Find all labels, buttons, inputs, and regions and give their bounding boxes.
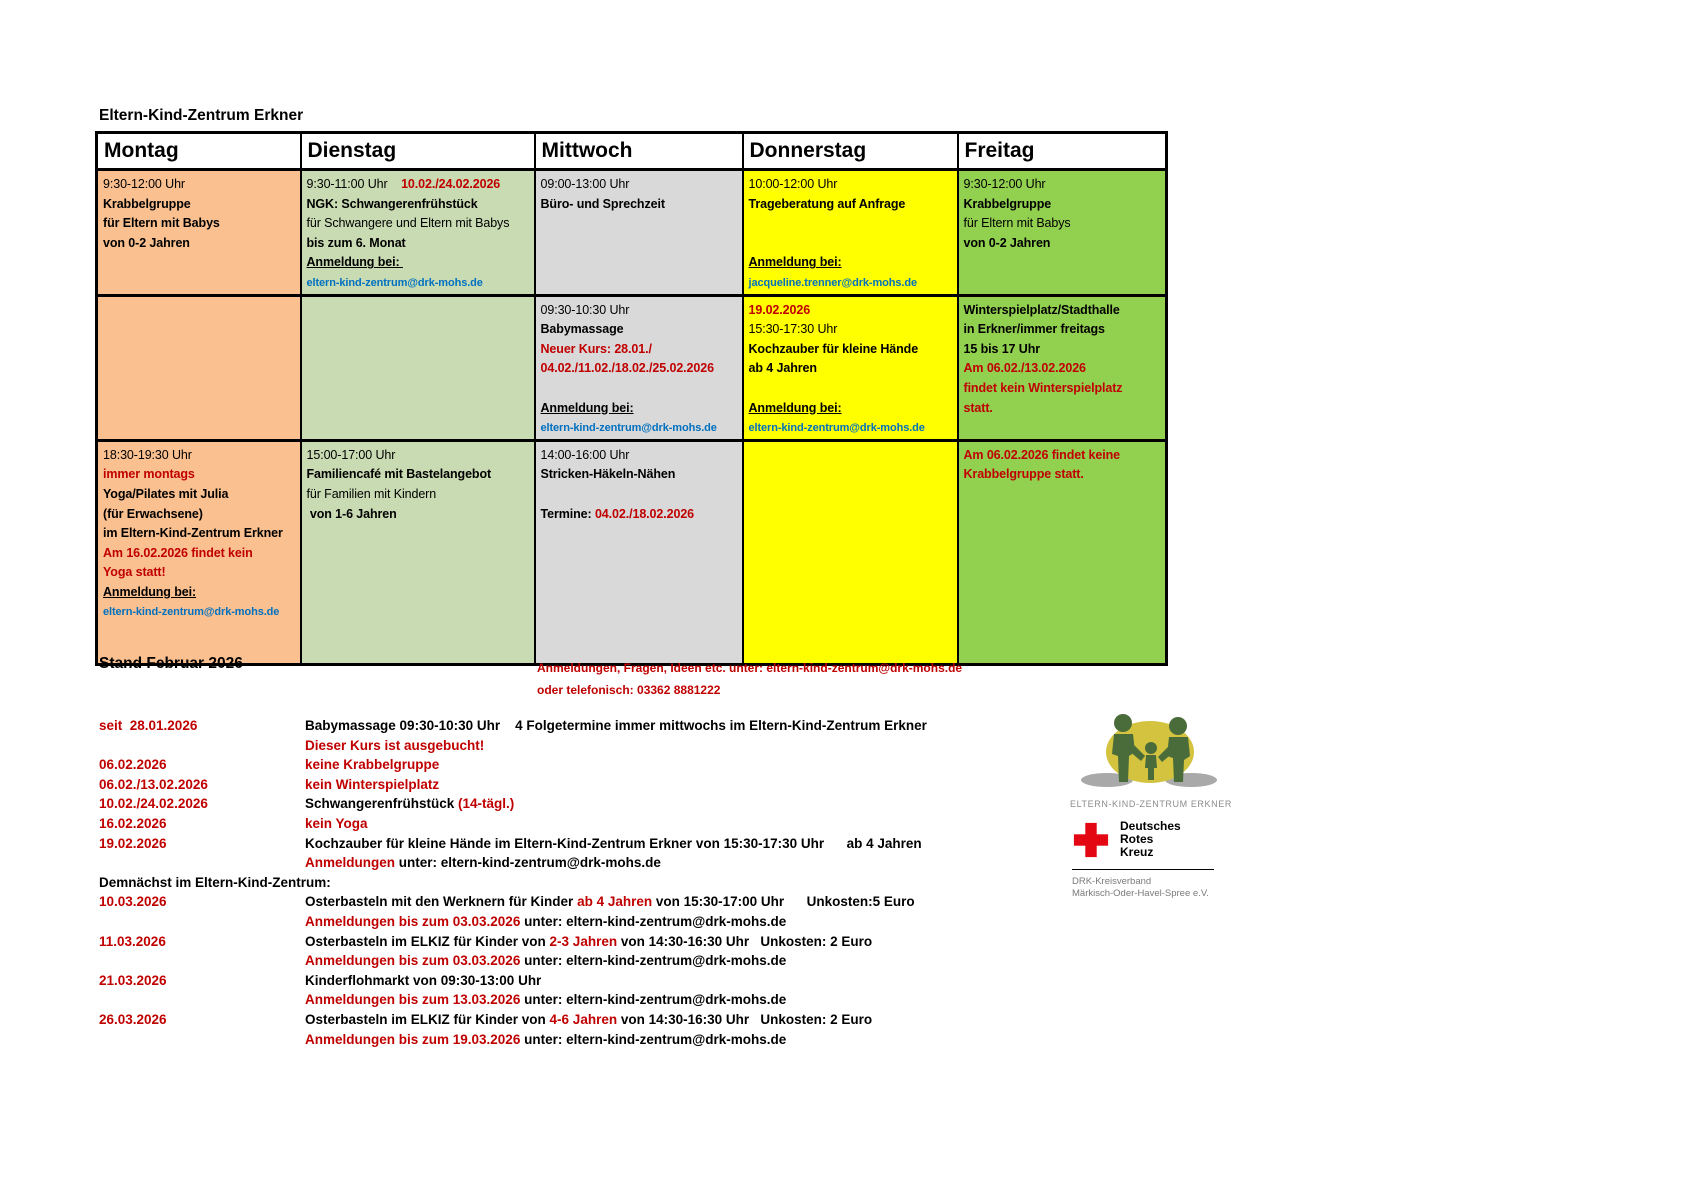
schedule-cell-line (749, 175, 952, 195)
contact-block (537, 657, 962, 701)
schedule-cell-line (749, 359, 952, 379)
schedule-cell-line (749, 273, 952, 294)
announcement-date: 10.03.2026 (99, 894, 167, 910)
schedule-cell (743, 170, 958, 296)
schedule-cell (743, 295, 958, 440)
schedule-cell-line (307, 214, 529, 234)
announcement-date (99, 853, 305, 873)
weekly-schedule-table (95, 131, 1168, 666)
schedule-cell-line (964, 234, 1161, 254)
schedule-cell-line (749, 253, 952, 273)
schedule-cell-line (749, 320, 952, 340)
announcement-segment: Babymassage 09:30-10:30 Uhr 4 Folgetermine immer mittwochs im Eltern-Kind-Zentrum Erkner (305, 718, 927, 733)
announcement-segment: Anmeldungen bis zum 13.03.2026 (305, 992, 521, 1008)
schedule-text: im Eltern-Kind-Zentrum Erkner (103, 526, 283, 541)
schedule-text: bis zum 6. Monat (306, 235, 406, 250)
schedule-text: 09:00-13:00 Uhr (540, 177, 630, 191)
announcement-row (99, 736, 1019, 756)
drk-subtitle (1072, 876, 1232, 900)
schedule-cell-line (541, 446, 737, 466)
red-cross-icon (1072, 821, 1110, 859)
announcement-date (99, 736, 305, 756)
announcement-row (99, 716, 1019, 736)
announcement-segment: 4-6 Jahren (549, 1011, 618, 1027)
schedule-cell-line (964, 359, 1161, 379)
announcement-segment: Anmeldungen (305, 855, 399, 871)
announcement-text (305, 892, 915, 912)
schedule-cell (97, 170, 301, 296)
announcement-row (99, 951, 1019, 971)
announcement-segment: Schwangerenfrühstück (305, 796, 459, 812)
elkiz-logo (1070, 710, 1230, 809)
schedule-text: Termine: (540, 506, 595, 521)
schedule-cell-line (541, 399, 737, 419)
schedule-text: Anmeldung bei: (748, 400, 842, 415)
schedule-cell (535, 295, 743, 440)
schedule-row (97, 440, 1167, 664)
announcement-row (99, 755, 1019, 775)
schedule-cell (301, 170, 535, 296)
schedule-text: Neuer Kurs: 28.01./ (540, 341, 652, 356)
schedule-text: Krabbelgruppe statt. (963, 467, 1084, 482)
schedule-cell-line (103, 505, 295, 525)
schedule-text: Yoga statt! (103, 565, 166, 580)
announcement-date (99, 951, 305, 971)
announcement-text (305, 932, 872, 952)
announcement-date: seit 28.01.2026 (99, 718, 198, 733)
schedule-cell-line (749, 379, 952, 399)
announcement-row (99, 853, 1019, 873)
announcement-segment: Osterbasteln mit den Werknern für Kinder (305, 894, 578, 910)
page-title: Eltern-Kind-Zentrum Erkner (99, 107, 304, 124)
announcement-row (99, 932, 1019, 952)
day-header-donnerstag: Donnerstag (743, 133, 958, 170)
schedule-cell (958, 295, 1167, 440)
announcement-text (305, 814, 368, 834)
schedule-cell-line (103, 485, 295, 505)
announcement-segment: Osterbasteln im ELKIZ für Kinder von (305, 1011, 550, 1027)
schedule-text: 18:30-19:30 Uhr (103, 447, 192, 462)
elkiz-logo-caption: ELTERN-KIND-ZENTRUM ERKNER (1070, 799, 1232, 809)
announcement-segment: 2-3 Jahren (549, 933, 618, 949)
schedule-text: 9:30-12:00 Uhr (103, 177, 185, 191)
schedule-text: NGK: Schwangerenfrühstück (306, 196, 478, 211)
announcement-segment: kein Yoga (305, 815, 368, 831)
schedule-cell-line (964, 340, 1161, 360)
schedule-row (97, 295, 1167, 440)
schedule-cell-line (749, 195, 952, 215)
schedule-text: Trageberatung auf Anfrage (748, 196, 906, 211)
schedule-text: (für Erwachsene) (103, 506, 203, 521)
announcement-text (305, 775, 439, 795)
day-header-freitag: Freitag (958, 133, 1167, 170)
schedule-cell-line (103, 524, 295, 544)
announcement-text (305, 853, 661, 873)
schedule-text: für Schwangere und Eltern mit Babys (306, 216, 510, 231)
schedule-text: von 0-2 Jahren (963, 235, 1051, 250)
schedule-text: Stricken-Häkeln-Nähen (540, 467, 676, 482)
schedule-cell-line (103, 602, 295, 623)
announcement-segment: (14-tägl.) (458, 796, 515, 812)
announcement-date: 11.03.2026 (99, 933, 166, 949)
contact-line-2: oder telefonisch: 03362 8881222 (537, 683, 721, 697)
schedule-cell (743, 440, 958, 664)
schedule-cell-line (103, 195, 295, 215)
schedule-text: ab 4 Jahren (748, 361, 817, 376)
schedule-cell-line (541, 195, 737, 215)
announcement-segment: Osterbasteln im ELKIZ für Kinder von (305, 933, 550, 949)
schedule-text: 09:30-10:30 Uhr (540, 302, 630, 317)
drk-subtitle-line-1: DRK-Kreisverband (1072, 876, 1152, 887)
schedule-cell-line (541, 175, 737, 195)
schedule-cell-line (103, 583, 295, 603)
schedule-cell-line (307, 485, 529, 505)
schedule-cell-line (307, 446, 529, 466)
schedule-text: Familiencafé mit Bastelangebot (306, 467, 492, 482)
schedule-cell-line (307, 465, 529, 485)
schedule-cell-line (541, 485, 737, 505)
schedule-text: 14:00-16:00 Uhr (540, 447, 630, 462)
family-logo-icon (1075, 710, 1225, 792)
announcement-text (305, 1030, 786, 1050)
schedule-cell-line (103, 175, 295, 195)
announcement-segment: keine Krabbelgruppe (305, 757, 440, 773)
announcement-date: 19.02.2026 (99, 835, 167, 851)
schedule-text: 04.02./18.02.2026 (594, 506, 695, 521)
announcement-segment: unter: eltern-kind-zentrum@drk-mohs.de (520, 992, 787, 1008)
schedule-cell (535, 440, 743, 664)
schedule-cell-line (964, 214, 1161, 234)
schedule-cell-line (307, 234, 529, 254)
announcements (99, 716, 1019, 1049)
schedule-cell-line (541, 340, 737, 360)
announcement-row (99, 794, 1019, 814)
schedule-body (97, 170, 1167, 665)
drk-name-line-3: Kreuz (1120, 845, 1154, 859)
schedule-text: immer montags (103, 467, 195, 482)
announcement-text (305, 990, 786, 1010)
schedule-text: findet kein Winterspielplatz (963, 380, 1123, 395)
email-text: eltern-kind-zentrum@drk-mohs.de (103, 606, 280, 619)
announcement-row (99, 912, 1019, 932)
announcement-segment: Kochzauber für kleine Hände im Eltern-Kind-Zentrum Erkner von 15:30-17:30 Uhr ab 4 Jahren (305, 835, 922, 851)
day-header-mittwoch: Mittwoch (535, 133, 743, 170)
email-text: jacqueline.trenner@drk-mohs.de (748, 276, 917, 289)
schedule-cell-line (964, 195, 1161, 215)
schedule-cell-line (749, 418, 952, 439)
drk-name (1120, 820, 1181, 859)
schedule-cell-line (307, 195, 529, 215)
schedule-cell-line (964, 446, 1161, 466)
email-text: eltern-kind-zentrum@drk-mohs.de (540, 422, 717, 435)
schedule-cell-line (749, 301, 952, 321)
schedule-text: von 0-2 Jahren (103, 235, 190, 250)
day-header-montag: Montag (97, 133, 301, 170)
schedule-cell-line (103, 563, 295, 583)
announcement-segment: Anmeldungen bis zum 19.03.2026 (305, 1031, 521, 1047)
email-text: eltern-kind-zentrum@drk-mohs.de (748, 422, 925, 435)
schedule-cell-line (307, 273, 529, 294)
schedule-cell-line (749, 234, 952, 254)
drk-name-line-1: Deutsches (1120, 819, 1181, 833)
announcement-row (99, 775, 1019, 795)
schedule-header-row (97, 133, 1167, 170)
announcement-text (305, 971, 541, 991)
schedule-text: 15:00-17:00 Uhr (306, 447, 396, 462)
schedule-text: 15 bis 17 Uhr (963, 341, 1041, 356)
schedule-text: 10.02./24.02.2026 (401, 177, 501, 191)
announcement-row (99, 834, 1019, 854)
announcement-text (305, 912, 786, 932)
announcement-date: 21.03.2026 (99, 972, 167, 988)
contact-line-1: Anmeldungen, Fragen, Ideen etc. unter: eltern-kind-zentrum@drk-mohs.de (537, 661, 963, 675)
announcement-text (305, 1010, 872, 1030)
announcement-segment: unter: eltern-kind-zentrum@drk-mohs.de (520, 953, 787, 969)
schedule-cell-line (964, 399, 1161, 419)
schedule-cell-line (964, 320, 1161, 340)
schedule-text: für Eltern mit Babys (963, 216, 1071, 231)
announcement-row (99, 1010, 1019, 1030)
schedule-cell (97, 440, 301, 664)
schedule-cell-line (103, 446, 295, 466)
schedule-text: für Eltern mit Babys (103, 216, 220, 231)
schedule-cell-line (749, 214, 952, 234)
schedule-text: Kochzauber für kleine Hände (748, 341, 919, 356)
announcements-subheading: Demnächst im Eltern-Kind-Zentrum: (99, 874, 331, 890)
schedule-cell-line (541, 418, 737, 439)
schedule-cell (958, 440, 1167, 664)
schedule-cell (535, 170, 743, 296)
schedule-cell-line (964, 301, 1161, 321)
schedule-text: Anmeldung bei: (306, 255, 403, 270)
schedule-text: Am 06.02./13.02.2026 (963, 361, 1086, 376)
schedule-cell (301, 440, 535, 664)
announcement-segment: Dieser Kurs ist ausgebucht! (305, 737, 485, 753)
schedule-text: Anmeldung bei: (540, 400, 634, 415)
announcement-date (99, 912, 305, 932)
drk-logo (1072, 820, 1232, 900)
announcement-segment: Anmeldungen bis zum 03.03.2026 (305, 913, 521, 929)
announcement-text (305, 794, 514, 814)
announcement-row (99, 971, 1019, 991)
announcement-date: 26.03.2026 (99, 1011, 167, 1027)
schedule-text: für Familien mit Kindern (306, 486, 437, 501)
announcement-segment: kein Winterspielplatz (305, 776, 440, 792)
schedule-cell-line (103, 465, 295, 485)
announcement-text (305, 736, 484, 756)
schedule-cell (958, 170, 1167, 296)
schedule-cell-line (103, 544, 295, 564)
email-text: eltern-kind-zentrum@drk-mohs.de (306, 276, 483, 289)
schedule-cell-line (964, 379, 1161, 399)
announcement-row (99, 990, 1019, 1010)
schedule-cell-line (541, 320, 737, 340)
drk-divider (1072, 869, 1214, 870)
announcement-text (305, 716, 927, 736)
announcement-text (305, 951, 786, 971)
announcement-segment: von 14:30-16:30 Uhr Unkosten: 2 Euro (617, 1011, 873, 1027)
schedule-cell-line (749, 399, 952, 419)
schedule-text: Büro- und Sprechzeit (540, 196, 665, 211)
schedule-text: Am 16.02.2026 findet kein (103, 545, 253, 560)
schedule-text: Winterspielplatz/Stadthalle (963, 302, 1120, 317)
announcement-date: 10.02./24.02.2026 (99, 796, 208, 812)
schedule-text: Babymassage (540, 322, 624, 337)
schedule-cell-line (307, 175, 529, 195)
announcement-segment: Kinderflohmarkt von 09:30-13:00 Uhr (305, 972, 542, 988)
announcement-date (99, 1030, 305, 1050)
announcement-date: 06.02./13.02.2026 (99, 776, 208, 792)
schedule-row (97, 170, 1167, 296)
drk-name-line-2: Rotes (1120, 832, 1154, 846)
schedule-cell-line (541, 465, 737, 485)
announcement-segment: von 15:30-17:00 Uhr Unkosten:5 Euro (652, 894, 915, 910)
schedule-cell-line (103, 214, 295, 234)
schedule-cell-line (749, 340, 952, 360)
announcement-row (99, 814, 1019, 834)
announcement-date (99, 990, 305, 1010)
schedule-text: von 1-6 Jahren (306, 506, 397, 521)
schedule-cell-line (103, 234, 295, 254)
schedule-cell-line (541, 359, 737, 379)
announcement-segment: von 14:30-16:30 Uhr Unkosten: 2 Euro (617, 933, 873, 949)
schedule-cell-line (307, 505, 529, 525)
announcement-segment: ab 4 Jahren (577, 894, 653, 910)
schedule-text: Anmeldung bei: (748, 255, 842, 270)
announcement-segment: unter: eltern-kind-zentrum@drk-mohs.de (520, 913, 787, 929)
schedule-text: in Erkner/immer freitags (963, 322, 1105, 337)
schedule-text: 10:00-12:00 Uhr (748, 177, 838, 191)
schedule-text: 04.02./11.02./18.02./25.02.2026 (540, 361, 714, 376)
schedule-text: Krabbelgruppe (103, 196, 191, 211)
schedule-cell-line (964, 175, 1161, 195)
schedule-cell-line (541, 301, 737, 321)
schedule-text: Yoga/Pilates mit Julia (103, 486, 229, 501)
schedule-text: Anmeldung bei: (103, 584, 197, 599)
announcement-text (305, 834, 922, 854)
schedule-cell (97, 295, 301, 440)
announcement-row (99, 892, 1019, 912)
version-note: Stand Februar 2026 (99, 655, 243, 672)
drk-subtitle-line-2: Märkisch-Oder-Havel-Spree e.V. (1072, 888, 1209, 899)
announcement-segment: unter: eltern-kind-zentrum@drk-mohs.de (398, 855, 661, 871)
schedule-text: Krabbelgruppe (963, 196, 1052, 211)
schedule-cell-line (307, 253, 529, 273)
schedule-text: 15:30-17:30 Uhr (748, 322, 838, 337)
schedule-text: 19.02.2026 (748, 302, 811, 317)
announcement-row (99, 1030, 1019, 1050)
day-header-dienstag: Dienstag (301, 133, 535, 170)
schedule-text: statt. (963, 400, 993, 415)
announcement-segment: Anmeldungen bis zum 03.03.2026 (305, 953, 521, 969)
schedule-text: 9:30-11:00 Uhr (306, 177, 402, 191)
schedule-text: Am 06.02.2026 findet keine (963, 447, 1121, 462)
announcement-text (305, 755, 439, 775)
announcement-date: 06.02.2026 (99, 757, 167, 773)
schedule-text: 9:30-12:00 Uhr (963, 177, 1046, 191)
schedule-cell-line (541, 505, 737, 525)
schedule-cell-line (964, 465, 1161, 485)
announcement-date: 16.02.2026 (99, 815, 167, 831)
announcement-segment: unter: eltern-kind-zentrum@drk-mohs.de (520, 1031, 787, 1047)
schedule-cell (301, 295, 535, 440)
schedule-cell-line (541, 379, 737, 399)
